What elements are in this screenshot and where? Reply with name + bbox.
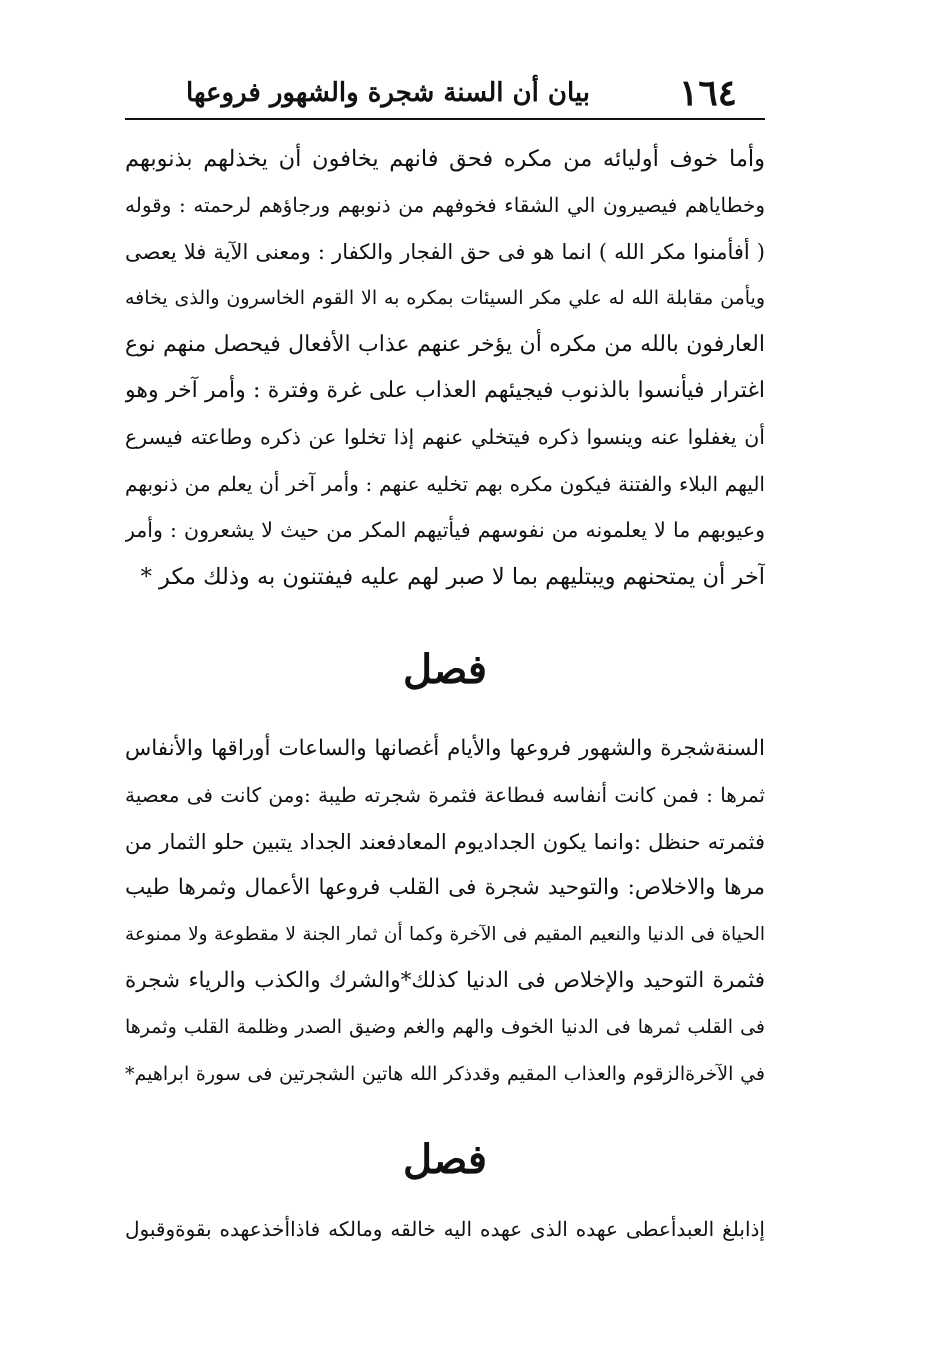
text-line: في الآخرةالزقوم والعذاب المقيم وقدذكر الله هاتين الشجرتين فى سورة ابراهيم* bbox=[125, 1062, 765, 1085]
text-line: إذابلغ العبدأعطى عهده الذى عهده اليه خالقه ومالكه فاذاأخذعهده بقوةوقبول bbox=[125, 1217, 765, 1241]
text-line: اليهم البلاء والفتنة فيكون مكره بهم تخليه عنهم : وأمر آخر أن يعلم من ذنوبهم bbox=[125, 471, 765, 496]
header-rule bbox=[125, 118, 765, 120]
text-line: العارفون بالله من مكره أن يؤخر عنهم عذاب الأفعال فيحصل منهم نوع bbox=[125, 331, 765, 357]
text-line: فى القلب ثمرها فى الدنيا الخوف والهم والغم وضيق الصدر وظلمة القلب وثمرها bbox=[125, 1016, 765, 1039]
text-line: فثمرة التوحيد والإخلاص فى الدنيا كذلك*والشرك والكذب والرياء شجرة bbox=[125, 967, 765, 993]
text-line: آخر أن يمتحنهم ويبتليهم بما لا صبر لهم عليه فيفتنون به وذلك مكر * bbox=[140, 563, 765, 590]
text-line: فثمرته حنظل :وانما يكون الجداديوم المعادفعند الجداد يتبين حلو الثمار من bbox=[125, 829, 765, 854]
text-line: اغترار فيأنسوا بالذنوب فيجيئهم العذاب على غرة وفترة : وأمر آخر وهو bbox=[125, 377, 765, 403]
running-head bbox=[125, 62, 765, 122]
text-line: ثمرها : فمن كانت أنفاسه فىطاعة فثمرة شجرته طيبة :ومن كانت فى معصية bbox=[125, 783, 765, 808]
text-line: الحياة فى الدنيا والنعيم المقيم فى الآخرة وكما أن ثمار الجنة لا مقطوعة ولا ممنوعة bbox=[125, 923, 765, 945]
paragraph-1 bbox=[125, 136, 765, 600]
paragraph-3 bbox=[125, 1206, 765, 1252]
text-line: وخطاياهم فيصيرون الي الشقاء فخوفهم من ذنوبهم ورجاؤهم لرحمته : وقوله bbox=[125, 193, 765, 218]
text-line: مرها والاخلاص: والتوحيد شجرة فى القلب فروعها الأعمال وثمرها طيب bbox=[125, 875, 765, 901]
text-line: أن يغفلوا عنه وينسوا ذكره فيتخلي عنهم إذا تخلوا عن ذكره وطاعته فيسرع bbox=[125, 425, 765, 450]
page-number: ١٦٤ bbox=[678, 72, 737, 114]
paragraph-2 bbox=[125, 726, 765, 1097]
section-heading: فصل bbox=[402, 646, 488, 693]
section-heading: فصل bbox=[402, 1136, 488, 1183]
text-line: وعيوبهم ما لا يعلمونه من نفوسهم فيأتيهم المكر من حيث لا يشعرون : وأمر bbox=[125, 518, 765, 543]
running-title: بيان أن السنة شجرة والشهور فروعها bbox=[186, 78, 590, 108]
text-line: وأما خوف أوليائه من مكره فحق فانهم يخافون أن يخذلهم بذنوبهم bbox=[125, 146, 765, 172]
text-line: ( أفأمنوا مكر الله ) انما هو فى حق الفجار والكفار : ومعنى الآية فلا يعصى bbox=[125, 239, 765, 264]
text-line: السنةشجرة والشهور فروعها والأيام أغصانها والساعات أوراقها والأنفاس bbox=[125, 736, 765, 761]
text-line: ويأمن مقابلة الله له علي مكر السيئات بمكره به الا القوم الخاسرون والذى يخافه bbox=[125, 287, 765, 310]
